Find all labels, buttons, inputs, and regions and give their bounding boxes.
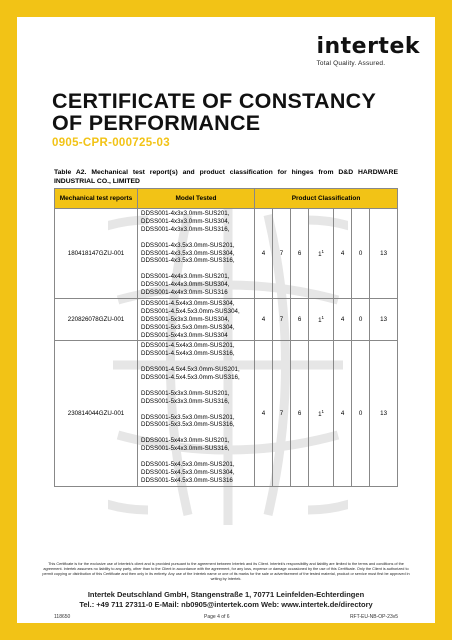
model-line: DDSS001-5x4.5x3.0mm-SUS304, bbox=[141, 468, 235, 476]
report-number: 220826078GZU-001 bbox=[55, 298, 138, 341]
model-spacer bbox=[141, 429, 251, 437]
classification-cell bbox=[291, 209, 309, 299]
model-spacer bbox=[141, 382, 251, 390]
doc-id: 118650 bbox=[54, 614, 71, 620]
model-line: DDSS001-4x4x3.0mm-SUS316 bbox=[141, 289, 228, 297]
certificate-number: 0905-CPR-000725-03 bbox=[52, 137, 170, 149]
models-tested bbox=[138, 298, 255, 341]
model-spacer bbox=[141, 234, 251, 242]
footer-disclaimer: This Certificate is for the exclusive use of Intertek's client and is provided pursuant to the agreement between Intertek and its Client. Intertek's responsibility and liability are limited to the terms and conditions of the agreement. Intertek assumes no liability to any party, other than to the Client in accordance with the agreement, for any loss, expense or damage occasioned by the use of this Certificate. Only the Client is authorized to permit copying or distribution of this Certificate and then only in its entirety. Any use of the Intertek name or one of its marks for the sale or advertisement of the tested material, product or service must first be approved in writing by Intertek. bbox=[42, 562, 410, 581]
model-line: DDSS001-5x3x3.0mm-SUS316, bbox=[141, 397, 230, 405]
model-line: DDSS001-5x3.5x3.0mm-SUS201, bbox=[141, 413, 235, 421]
report-number: 230814044GZU-001 bbox=[55, 341, 138, 486]
classification-cell bbox=[370, 298, 398, 341]
model-spacer bbox=[141, 453, 251, 461]
classification-value: 13 bbox=[380, 316, 388, 324]
report-number: 180418147GZU-001 bbox=[55, 209, 138, 299]
classification-value: 7 bbox=[279, 410, 284, 418]
classification-cell bbox=[309, 209, 334, 299]
classification-value: 4 bbox=[261, 249, 266, 257]
classification-value: 1 bbox=[318, 251, 322, 258]
classification-value: 0 bbox=[358, 410, 363, 418]
table-row bbox=[55, 341, 398, 486]
classification-value: 4 bbox=[340, 316, 345, 324]
classification-cell bbox=[273, 209, 291, 299]
classification-value: 1 bbox=[318, 317, 322, 325]
model-line: DDSS001-4x3x3.0mm-SUS316, bbox=[141, 225, 230, 233]
table-header-row bbox=[55, 189, 398, 209]
model-spacer bbox=[141, 406, 251, 414]
model-line: DDSS001-5x4x3.0mm-SUS316, bbox=[141, 445, 230, 453]
table-caption: Table A2. Mechanical test report(s) and product classification for hinges from D&D HARDWARE INDUSTRIAL CO., LIMITED bbox=[54, 169, 398, 185]
classification-value: 4 bbox=[261, 316, 266, 324]
model-line: DDSS001-5x3.5x3.0mm-SUS304, bbox=[141, 323, 235, 331]
address-line: Intertek Deutschland GmbH, Stangenstraße 1, 70771 Leinfelden-Echterdingen bbox=[87, 590, 365, 599]
model-line: DDSS001-5x4.5x3.0mm-SUS201, bbox=[141, 460, 235, 468]
classification-value: 7 bbox=[279, 316, 284, 324]
classification-cell bbox=[334, 209, 352, 299]
classification-value: 6 bbox=[297, 316, 302, 324]
classification-value: 13 bbox=[380, 410, 388, 418]
model-line: DDSS001-5x4x3.0mm-SUS201, bbox=[141, 437, 230, 445]
header-report: Mechanical test reports bbox=[55, 189, 138, 209]
model-line: DDSS001-4x3.5x3.0mm-SUS316, bbox=[141, 257, 235, 265]
logo-wordmark: intertek bbox=[316, 34, 420, 59]
model-line: DDSS001-5x3x3.0mm-SUS201, bbox=[141, 389, 230, 397]
model-spacer bbox=[141, 265, 251, 273]
classification-cell bbox=[370, 341, 398, 486]
classification-cell bbox=[352, 298, 370, 341]
header-model: Model Tested bbox=[138, 189, 255, 209]
contact-line: Tel.: +49 711 27311-0 E-Mail: nb0905@intertek.com Web: www.intertek.de/directory bbox=[79, 600, 373, 609]
model-line: DDSS001-4.5x4.5x3.0mm-SUS304, bbox=[141, 307, 240, 315]
model-line: DDSS001-4.5x4.5x3.0mm-SUS316, bbox=[141, 374, 240, 382]
classification-cell bbox=[273, 298, 291, 341]
classification-cell bbox=[309, 341, 334, 486]
classification-superscript: 1 bbox=[321, 315, 325, 321]
classification-value: 0 bbox=[358, 249, 363, 257]
classification-cell bbox=[370, 209, 398, 299]
table-row bbox=[55, 209, 398, 299]
classification-table bbox=[54, 188, 398, 487]
model-line: DDSS001-4x3x3.0mm-SUS201, bbox=[141, 210, 230, 217]
model-line: DDSS001-4x3.5x3.0mm-SUS201, bbox=[141, 241, 235, 249]
logo-tagline: Total Quality. Assured. bbox=[316, 60, 386, 67]
page-number: Page 4 of 6 bbox=[204, 614, 230, 620]
model-line: DDSS001-4.5x4.5x3.0mm-SUS201, bbox=[141, 366, 240, 374]
classification-value: 4 bbox=[340, 249, 345, 257]
classification-cell bbox=[352, 209, 370, 299]
classification-value: 0 bbox=[358, 316, 363, 324]
classification-cell bbox=[309, 298, 334, 341]
classification-value: 1 bbox=[318, 411, 322, 419]
model-spacer bbox=[141, 358, 251, 366]
model-line: DDSS001-5x3x3.0mm-SUS304, bbox=[141, 315, 230, 323]
model-line: DDSS001-4.5x4x3.0mm-SUS316, bbox=[141, 350, 235, 358]
classification-value: 7 bbox=[279, 249, 284, 257]
classification-cell bbox=[334, 298, 352, 341]
classification-value: 6 bbox=[297, 249, 302, 257]
models-tested bbox=[138, 209, 255, 299]
classification-cell bbox=[273, 341, 291, 486]
classification-cell bbox=[291, 298, 309, 341]
table-row bbox=[55, 298, 398, 341]
model-line: DDSS001-4.5x4x3.0mm-SUS304, bbox=[141, 299, 235, 307]
model-line: DDSS001-5x3.5x3.0mm-SUS316, bbox=[141, 421, 235, 429]
classification-value: 4 bbox=[261, 410, 266, 418]
document-title: CERTIFICATE OF CONSTANCY OF PERFORMANCE bbox=[52, 89, 376, 135]
intertek-logo bbox=[316, 36, 420, 67]
classification-cell bbox=[291, 341, 309, 486]
classification-value: 13 bbox=[380, 249, 388, 257]
classification-value: 4 bbox=[340, 410, 345, 418]
header-classification: Product Classification bbox=[255, 189, 398, 209]
model-line: DDSS001-4x3x3.0mm-SUS304, bbox=[141, 217, 230, 225]
model-line: DDSS001-4x3.5x3.0mm-SUS304, bbox=[141, 249, 235, 257]
form-id: RFT-EU-NB-OP-23v5 bbox=[349, 614, 398, 620]
classification-cell bbox=[255, 209, 273, 299]
model-line: DDSS001-4.5x4x3.0mm-SUS201, bbox=[141, 342, 235, 350]
model-line: DDSS001-4x4x3.0mm-SUS304, bbox=[141, 281, 230, 289]
classification-superscript: 1 bbox=[321, 409, 325, 415]
classification-cell bbox=[255, 341, 273, 486]
model-line: DDSS001-4x4x3.0mm-SUS201, bbox=[141, 273, 230, 281]
classification-cell bbox=[334, 341, 352, 486]
classification-cell bbox=[255, 298, 273, 341]
model-line: DDSS001-5x4.5x3.0mm-SUS316 bbox=[141, 476, 233, 484]
footer-address bbox=[40, 590, 412, 610]
model-line: DDSS001-5x4x3.0mm-SUS304 bbox=[141, 331, 228, 339]
classification-cell bbox=[352, 341, 370, 486]
models-tested bbox=[138, 341, 255, 486]
classification-superscript: 1 bbox=[321, 248, 325, 254]
classification-value: 6 bbox=[297, 410, 302, 418]
